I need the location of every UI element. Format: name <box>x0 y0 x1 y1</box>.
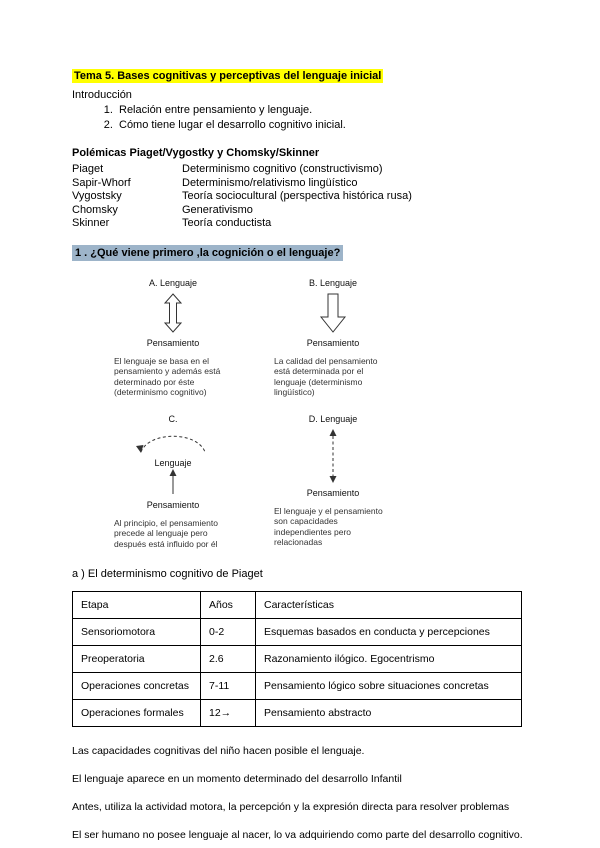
theory-label: Determinismo/relativismo lingüístico <box>182 176 358 189</box>
col-header-caracteristicas: Características <box>256 592 522 619</box>
polemica-row <box>72 163 524 177</box>
table-row <box>73 646 522 673</box>
col-header-etapa: Etapa <box>73 592 201 619</box>
pensamiento-label: Pensamiento <box>146 499 200 510</box>
theory-label: Determinismo cognitivo (constructivismo) <box>182 163 383 175</box>
diagram-a-label: A. Lenguaje <box>148 277 198 288</box>
caracteristicas-cell: Pensamiento abstracto <box>256 700 522 727</box>
diagram-a <box>94 277 252 398</box>
dashed-double-arrow-icon <box>326 429 340 483</box>
paragraph: Las capacidades cognitivas del niño hacen posible el lenguaje. <box>72 745 365 757</box>
diagram-d-label: D. Lenguaje <box>308 413 358 424</box>
language-thought-diagram <box>94 277 524 550</box>
polemica-row <box>72 190 524 204</box>
anos-cell: 0-2 <box>201 619 256 646</box>
theory-label: Teoría sociocultural (perspectiva histórica rusa) <box>182 190 412 202</box>
paragraph: Antes, utiliza la actividad motora, la percepción y la expresión directa para resolver problemas <box>72 801 510 813</box>
polemica-row <box>72 204 524 218</box>
caracteristicas-cell: Esquemas basados en conducta y percepciones <box>256 619 522 646</box>
table-header-row <box>73 592 522 619</box>
author-label: Skinner <box>72 217 110 229</box>
theory-label: Generativismo <box>182 203 253 216</box>
etapa-cell: Operaciones concretas <box>73 673 201 700</box>
author-label: Sapir-Whorf <box>72 176 131 189</box>
anos-cell: 7-11 <box>201 673 256 700</box>
paragraph: El ser humano no posee lenguaje al nacer, lo va adquiriendo como parte del desarrollo cognitivo. <box>72 829 523 841</box>
polemicas-list <box>72 163 524 231</box>
up-arrow-icon <box>166 469 180 495</box>
anos-cell: 2.6 <box>201 646 256 673</box>
piaget-stages-table <box>72 591 522 727</box>
diagram-a-caption: El lenguaje se basa en el pensamiento y además está determinado por éste (determinismo cognitivo) <box>114 355 221 397</box>
etapa-cell: Sensoriomotora <box>73 619 201 646</box>
pensamiento-label: Pensamiento <box>306 337 360 348</box>
table-row <box>73 700 522 727</box>
diagram-b-label: B. Lenguaje <box>308 277 358 288</box>
col-header-anos: Años <box>201 592 256 619</box>
polemica-row <box>72 177 524 191</box>
pensamiento-label: Pensamiento <box>306 487 360 498</box>
author-label: Chomsky <box>72 203 118 216</box>
author-label: Piaget <box>72 163 104 175</box>
section-a-heading: a ) El determinismo cognitivo de Piaget <box>72 568 263 580</box>
block-down-arrow-icon <box>317 293 349 333</box>
list-item: 2. Cómo tiene lugar el desarrollo cognitivo inicial. <box>116 118 524 133</box>
diagram-b-caption: La calidad del pensamiento está determinada por el lenguaje (determinismo lingüístico) <box>274 355 378 397</box>
double-headed-arrow-icon <box>158 293 188 333</box>
page-title: Tema 5. Bases cognitivas y perceptivas del lenguaje inicial <box>74 70 382 82</box>
table-row <box>73 619 522 646</box>
question-heading: 1 . ¿Qué viene primero ,la cognición o el lenguaje? <box>72 245 343 261</box>
etapa-cell: Operaciones formales <box>73 700 201 727</box>
diagram-c <box>94 413 252 550</box>
theory-label: Teoría conductista <box>182 217 272 229</box>
diagram-c-label: C. <box>168 413 178 424</box>
polemicas-heading: Polémicas Piaget/Vygostky y Chomsky/Skinner <box>72 147 320 159</box>
caracteristicas-cell: Pensamiento lógico sobre situaciones concretas <box>256 673 522 700</box>
paragraph: El lenguaje aparece en un momento determinado del desarrollo Infantil <box>72 773 402 785</box>
intro-list <box>72 103 524 133</box>
intro-heading: Introducción <box>72 89 132 101</box>
list-item: 1. Relación entre pensamiento y lenguaje. <box>116 103 524 118</box>
curved-dashed-arrow-icon <box>131 429 215 453</box>
author-label: Vygostsky <box>72 190 122 202</box>
diagram-d-caption: El lenguaje y el pensamiento son capacidades independientes pero relacionadas <box>274 505 383 547</box>
lenguaje-label: Lenguaje <box>154 457 192 468</box>
diagram-c-caption: Al principio, el pensamiento precede al lenguaje pero después está influido por él <box>114 517 218 549</box>
caracteristicas-cell: Razonamiento ilógico. Egocentrismo <box>256 646 522 673</box>
table-row <box>73 673 522 700</box>
anos-cell: 12→ <box>201 700 256 727</box>
pensamiento-label: Pensamiento <box>146 337 200 348</box>
diagram-d <box>258 413 408 550</box>
diagram-b <box>258 277 408 398</box>
etapa-cell: Preoperatoria <box>73 646 201 673</box>
polemica-row <box>72 217 524 231</box>
